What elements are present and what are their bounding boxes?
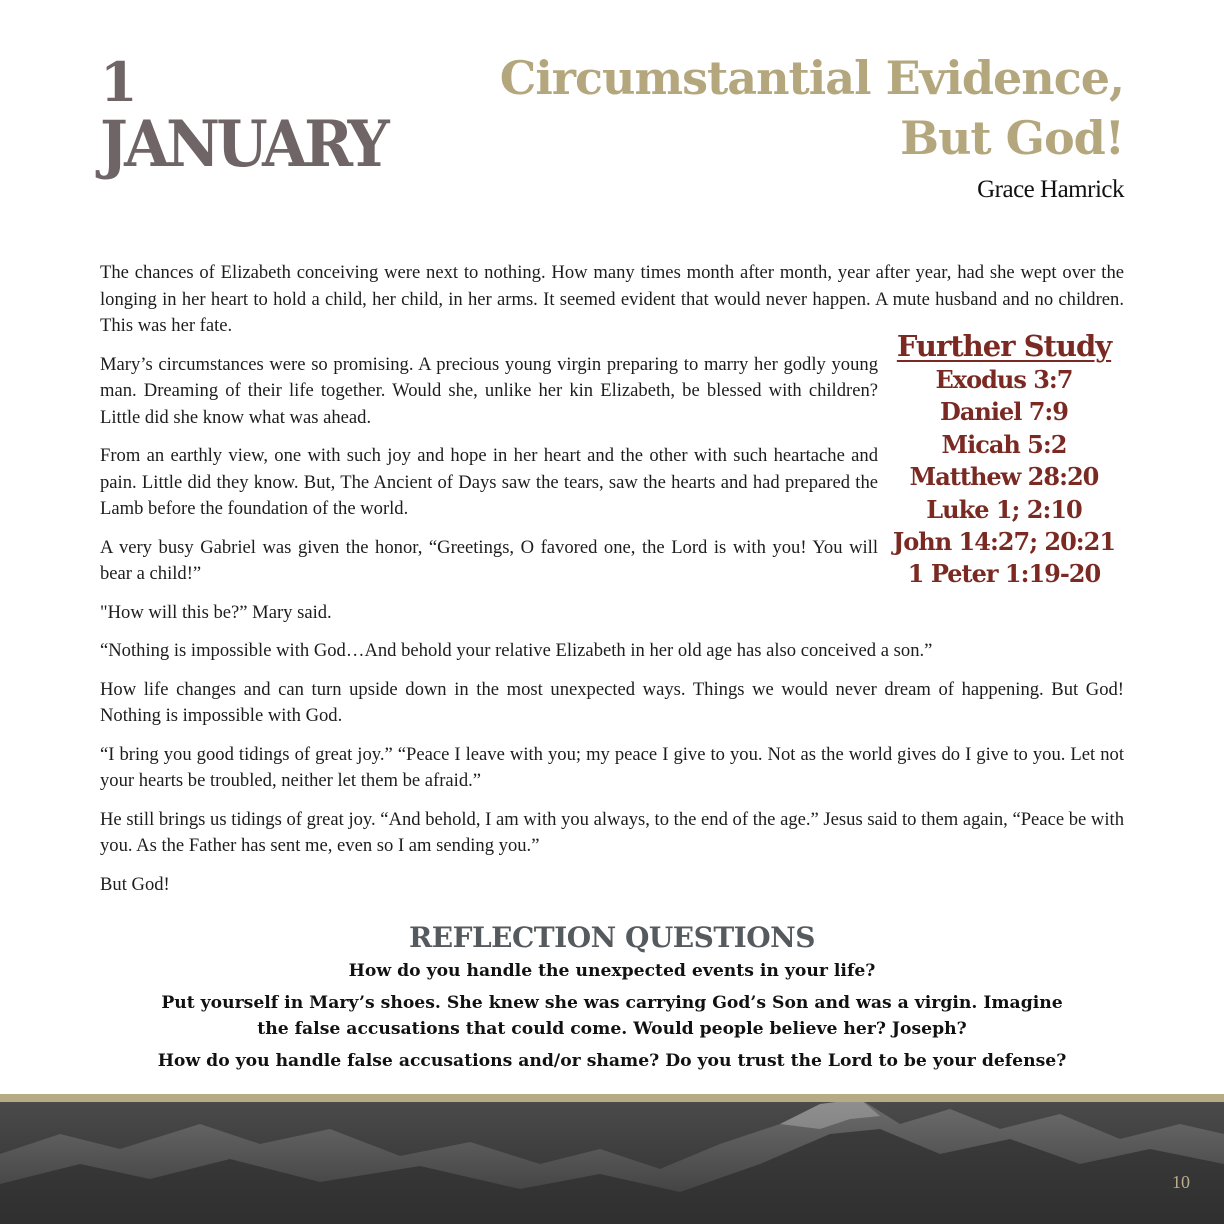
scripture-reference: Luke 1; 2:10 [926,494,1082,524]
mountain-range-image [0,1094,1224,1224]
further-study-box [890,328,1118,591]
reflection-question: Put yourself in Mary’s shoes. She knew she was carrying God’s Son and was a virgin. Imagine the false accusations that could come. Would people believe her? Joseph? [161,993,1063,1039]
body-paragraph: He still brings us tidings of great joy. “And behold, I am with you always, to the end of the age.” Jesus said to them again, “Peace be with you. As the Father has sent me, even so I am sending you.” [100,808,1124,856]
scripture-reference: Matthew 28:20 [909,462,1099,492]
scripture-reference: John 14:27; 20:21 [892,527,1116,557]
reflection-question: How do you handle the unexpected events in your life? [348,961,876,981]
body-paragraph: A very busy Gabriel was given the honor, “Greetings, O favored one, the Lord is with you! You will bear a child!” [100,536,878,584]
footer-mountain-banner [0,1094,1224,1224]
body-paragraph: “I bring you good tidings of great joy.” “Peace I leave with you; my peace I give to you. Not as the world gives do I give to you. Let not your hearts be troubled, neither let them be afraid.” [100,743,1124,791]
reflection-title: REFLECTION QUESTIONS [409,921,815,954]
date-month: JANUARY [100,107,386,182]
body-paragraph: "How will this be?” Mary said. [100,601,332,623]
body-paragraph: But God! [100,873,170,895]
author-name: Grace Hamrick [977,176,1124,203]
devotional-title-block [484,48,1124,204]
reflection-question: How do you handle false accusations and/or shame? Do you trust the Lord to be your defense? [157,1051,1067,1071]
devotional-title-line-2: But God! [900,111,1124,165]
scripture-reference: Micah 5:2 [941,429,1067,459]
body-paragraph: “Nothing is impossible with God…And behold your relative Elizabeth in her old age has also conceived a son.” [100,640,933,661]
body-paragraph: Mary’s circumstances were so promising. A precious young virgin preparing to marry her godly young man. Dreaming of their life together. Would she, unlike her kin Elizabeth, be blessed with children? Little did she know what was ahead. [100,353,878,428]
date-day: 1 [100,50,137,114]
date-heading [100,50,411,182]
scripture-reference: Daniel 7:9 [940,397,1068,427]
devotional-title-line-1: Circumstantial Evidence, [499,51,1124,105]
body-paragraph: The chances of Elizabeth conceiving were next to nothing. How many times month after month, year after year, had she wept over the longing in her heart to hold a child, her child, in her arms. It seemed evident that would never happen. A mute husband and no children. This was her fate. [100,262,1124,336]
body-paragraph: How life changes and can turn upside down in the most unexpected ways. Things we would never dream of happening. But God! Nothing is impossible with God. [100,678,1124,726]
reflection-section [100,918,1124,1080]
further-study-title: Further Study [896,329,1112,363]
page-number: 10 [1172,1172,1190,1192]
scripture-reference: Exodus 3:7 [935,365,1073,394]
footer-accent-stripe [0,1094,1224,1102]
scripture-reference: 1 Peter 1:19-20 [907,559,1101,589]
body-paragraph: From an earthly view, one with such joy and hope in her heart and the other with such heartache and pain. Little did they know. But, The Ancient of Days saw the tears, saw the hearts and had prepared the Lamb before the foundation of the world. [100,445,878,519]
